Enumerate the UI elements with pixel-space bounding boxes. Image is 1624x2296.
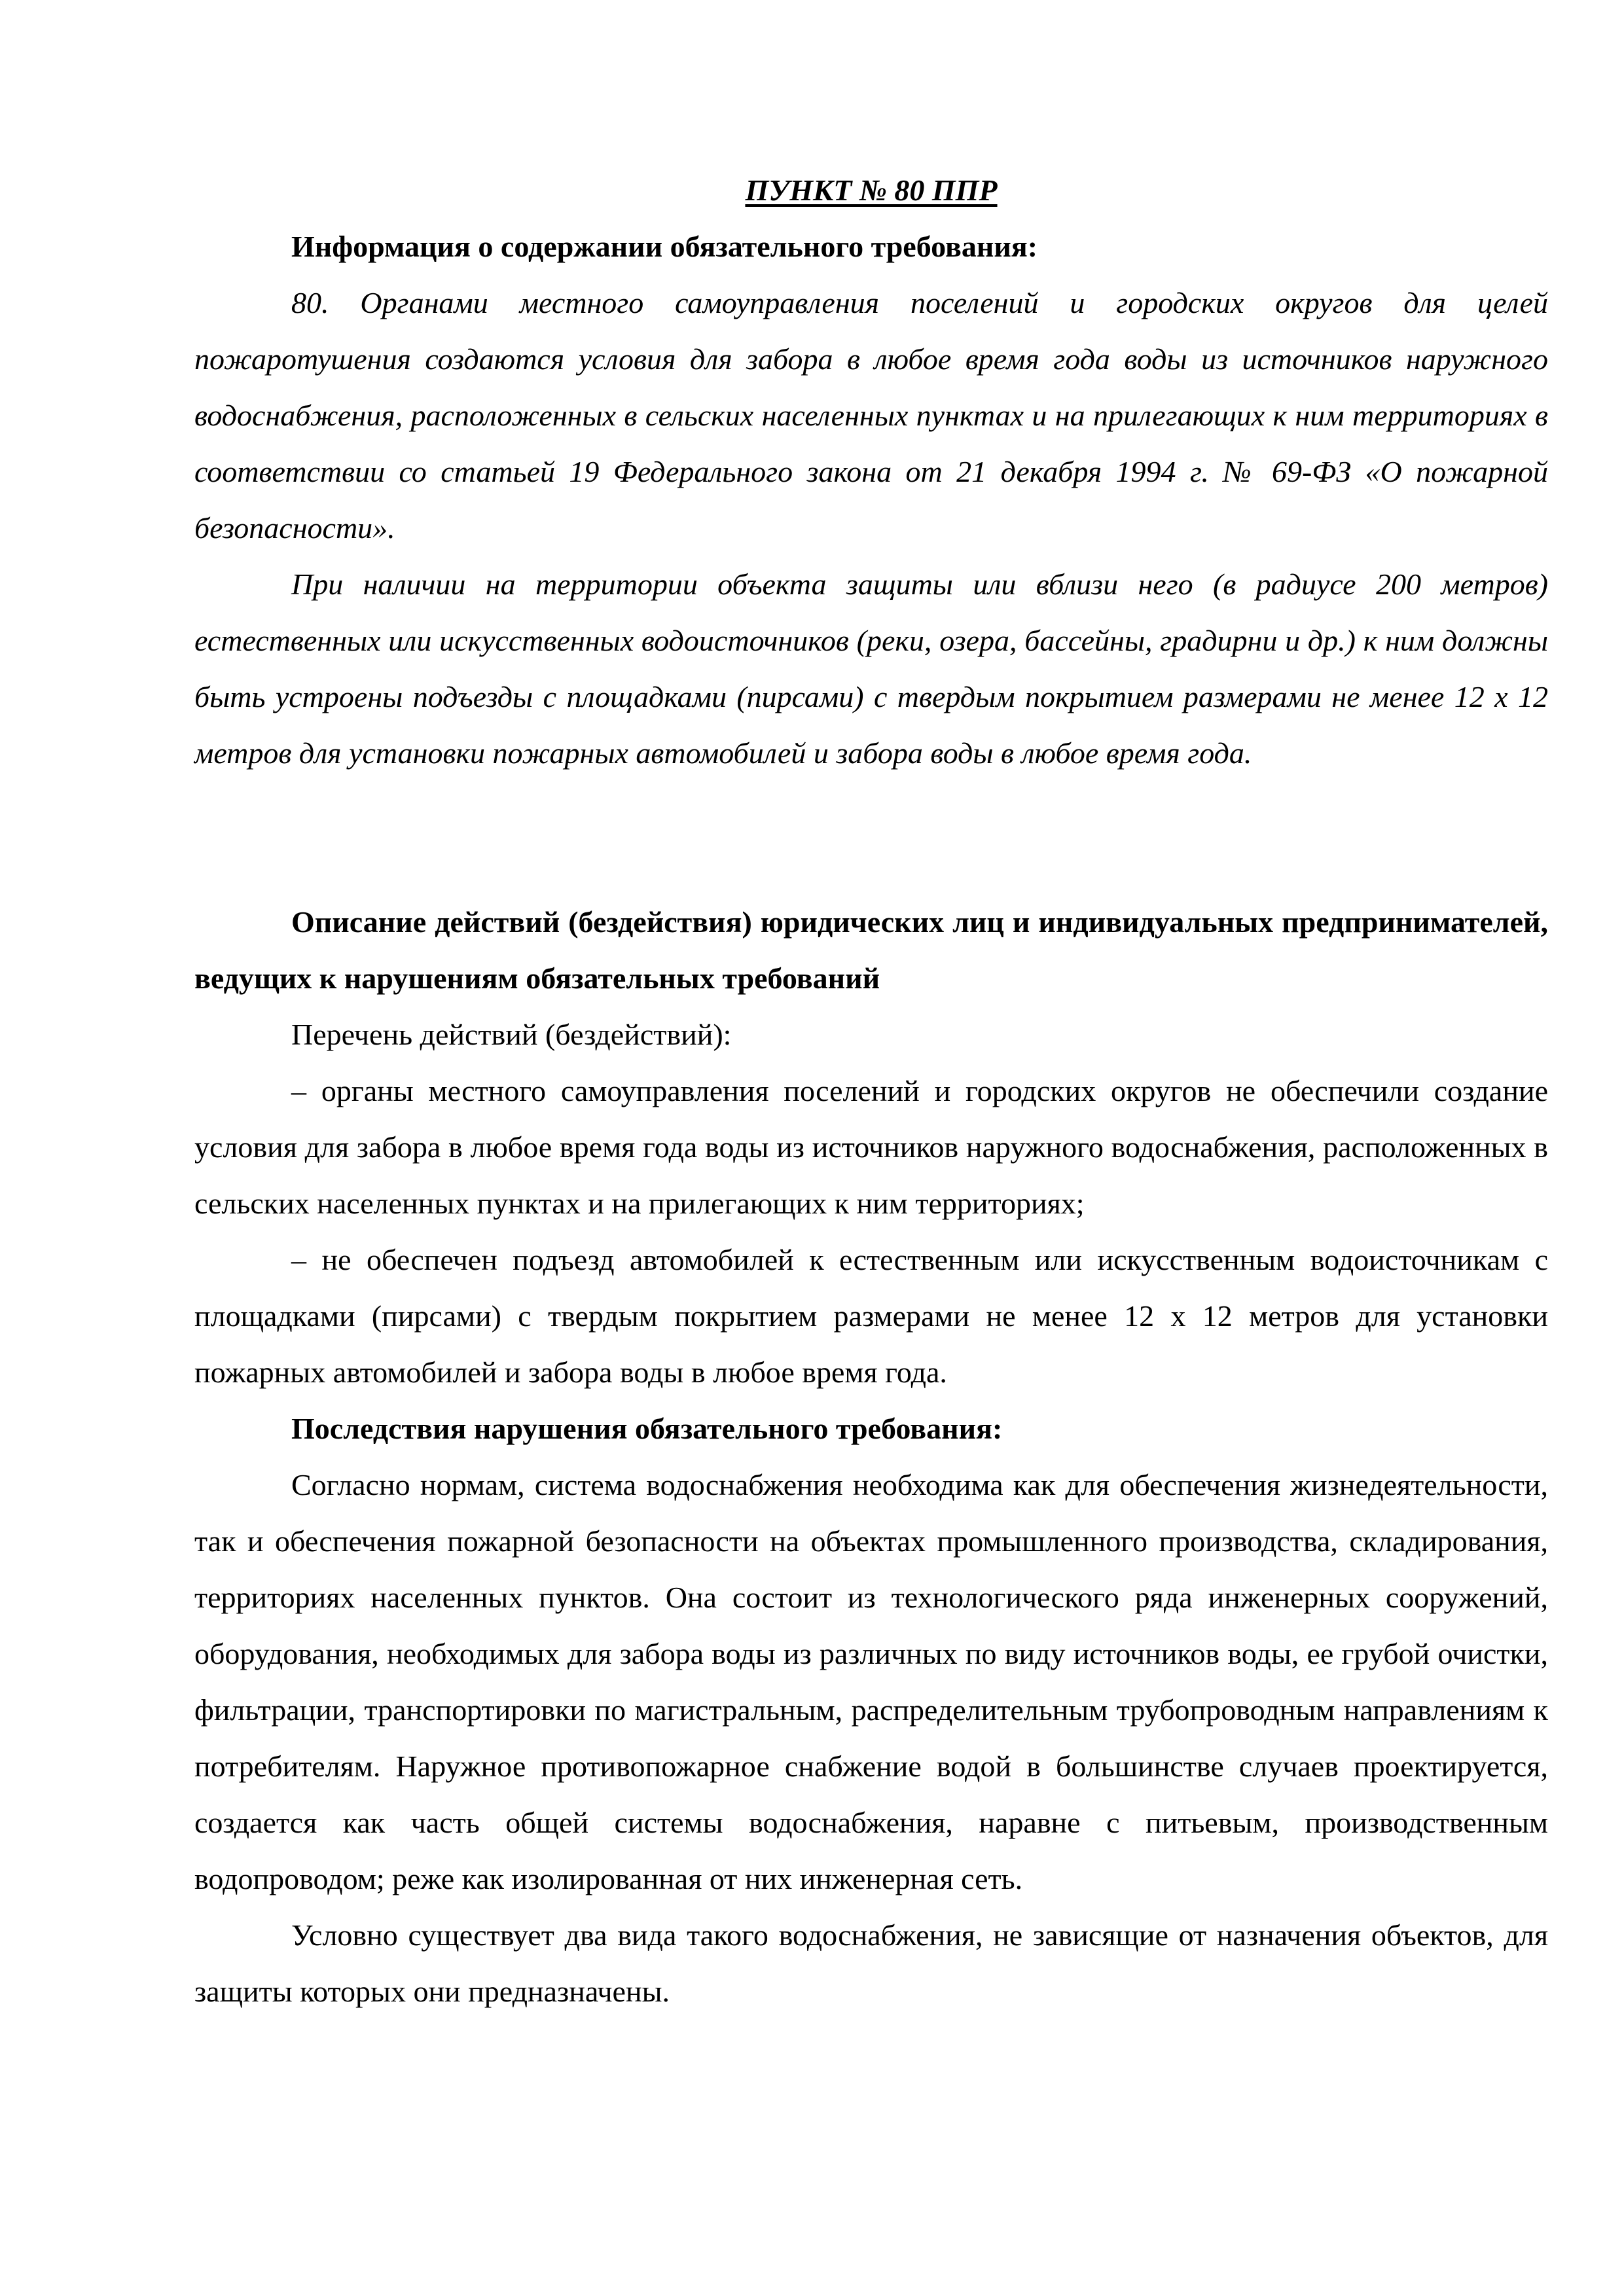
requirement-paragraph: 80. Органами местного самоуправления поселений и городских округов для целей пожаротушения создаются условия для забора в любое время года воды из источников наружного водоснабжения, расположенных в сельских населенных пунктах и на прилегающих к ним территориях в соответствии со статьей 19 Федерального закона от 21 декабря 1994 г. № 69-ФЗ «О пожарной безопасности». <box>194 286 1548 545</box>
actions-list-item: – не обеспечен подъезд автомобилей к естественным или искусственным водоисточникам с площадками (пирсами) с твердым покрытием размерами не менее 12 х 12 метров для установки пожарных автомобилей и забора воды в любое время года. <box>194 1243 1548 1389</box>
actions-list-intro: Перечень действий (бездействий): <box>291 1018 732 1051</box>
consequences-paragraph: Согласно нормам, система водоснабжения необходима как для обеспечения жизнедеятельности, так и обеспечения пожарной безопасности на объектах промышленного производства, складирования, территориях населенных пунктов. Она состоит из технологического ряда инженерных сооружений, оборудования, необходимых для забора воды из различных по виду источников воды, ее грубой очистки, фильтрации, транспортировки по магистральным, распределительным трубопроводным направлениям к потребителям. Наружное противопожарное снабжение водой в большинстве случаев проектируется, создается как часть общей системы водоснабжения, наравне с питьевым, производственным водопроводом; реже как изолированная от них инженерная сеть. <box>194 1468 1548 1895</box>
info-heading: Информация о содержании обязательного требования: <box>291 230 1038 263</box>
document-title: ПУНКТ № 80 ППР <box>745 173 998 207</box>
requirement-paragraph: При наличии на территории объекта защиты или вблизи него (в радиусе 200 метров) естественных или искусственных водоисточников (реки, озера, бассейны, градирни и др.) к ним должны быть устроены подъезды с площадками (пирсами) с твердым покрытием размерами не менее 12 x 12 метров для установки пожарных автомобилей и забора воды в любое время года. <box>194 567 1548 770</box>
actions-heading: Описание действий (бездействия) юридических лиц и индивидуальных предпринимателей, ведущих к нарушениям обязательных требований <box>194 905 1548 995</box>
consequences-heading: Последствия нарушения обязательного требования: <box>291 1412 1003 1445</box>
section-spacer <box>194 781 1548 894</box>
document-body <box>194 162 1548 2020</box>
consequences-paragraph: Условно существует два вида такого водоснабжения, не зависящие от назначения объектов, для защиты которых они предназначены. <box>194 1918 1548 2008</box>
actions-list-item: – органы местного самоуправления поселений и городских округов не обеспечили создание условия для забора в любое время года воды из источников наружного водоснабжения, расположенных в сельских населенных пунктах и на прилегающих к ним территориях; <box>194 1074 1548 1220</box>
